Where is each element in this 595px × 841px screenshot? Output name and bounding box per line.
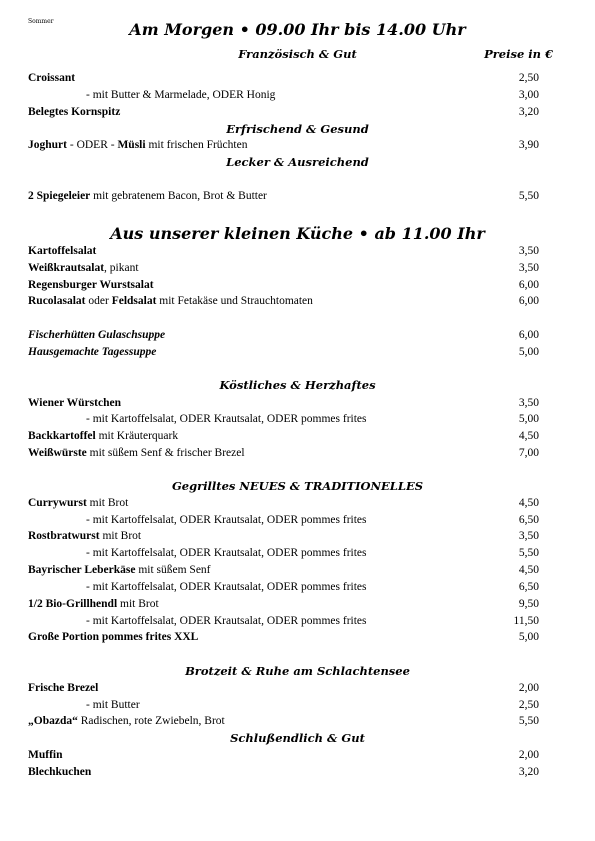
menu-item <box>28 189 539 204</box>
item-name: Rucolasalat <box>28 295 86 307</box>
item-price: 5,00 <box>518 413 539 425</box>
menu-item <box>28 88 539 103</box>
menu-item <box>28 597 539 612</box>
morning-subtitle: Französisch & Gut <box>238 47 357 61</box>
menu-item <box>28 681 539 696</box>
item-description: mit frischen Früchten <box>145 139 248 151</box>
item-description: mit Kräuterquark <box>95 430 179 442</box>
item-price: 11,50 <box>513 615 539 627</box>
menu-item <box>28 580 539 595</box>
season-label: Sommer <box>28 18 54 25</box>
item-price: 5,00 <box>518 346 539 358</box>
item-price: 3,90 <box>518 139 539 151</box>
menu-item <box>28 328 539 343</box>
item-price: 4,50 <box>518 497 539 509</box>
item-price: 6,00 <box>518 295 539 307</box>
item-name: Wiener Würstchen <box>28 397 121 409</box>
item-price: 5,50 <box>518 547 539 559</box>
item-name: Regensburger Wurstsalat <box>28 279 154 291</box>
item-option: - mit Butter & Marmelade, ODER Honig <box>86 89 276 101</box>
menu-item <box>28 105 539 120</box>
item-option: - mit Kartoffelsalat, ODER Krautsalat, ODER pommes frites <box>86 547 367 559</box>
item-price: 3,50 <box>518 397 539 409</box>
menu-item <box>28 396 539 411</box>
item-option: - mit Kartoffelsalat, ODER Krautsalat, ODER pommes frites <box>86 413 367 425</box>
item-name: 2 Spiegeleier <box>28 190 91 202</box>
item-price: 7,00 <box>518 447 539 459</box>
item-description: mit Fetakäse und Strauchtomaten <box>156 295 313 307</box>
menu-item <box>28 513 539 528</box>
item-description: Radischen, rote Zwiebeln, Brot <box>77 715 225 727</box>
item-price: 6,50 <box>518 581 539 593</box>
item-name: Frische Brezel <box>28 682 99 694</box>
item-option: - mit Kartoffelsalat, ODER Krautsalat, ODER pommes frites <box>86 514 367 526</box>
item-price: 3,20 <box>518 766 539 778</box>
subheading-brotzeit: Brotzeit & Ruhe am Schlachtensee <box>185 664 410 678</box>
item-price: 5,50 <box>518 715 539 727</box>
item-price: 6,50 <box>518 514 539 526</box>
item-name: Belegtes Kornspitz <box>28 106 121 118</box>
item-name: Bayrischer Leberkäse <box>28 564 136 576</box>
item-name: Weißwürste <box>28 447 87 459</box>
menu-item <box>28 429 539 444</box>
item-price: 3,50 <box>518 262 539 274</box>
item-description: mit süßem Senf & frischer Brezel <box>86 447 245 459</box>
item-option: - mit Kartoffelsalat, ODER Krautsalat, ODER pommes frites <box>86 615 367 627</box>
item-name: Muffin <box>28 749 63 761</box>
item-name: Kartoffelsalat <box>28 245 97 257</box>
menu-item <box>28 748 539 763</box>
menu-item <box>28 294 539 309</box>
menu-item <box>28 446 539 461</box>
kitchen-title: Aus unserer kleinen Küche • ab 11.00 Ihr <box>110 224 485 243</box>
item-option: - mit Kartoffelsalat, ODER Krautsalat, ODER pommes frites <box>86 581 367 593</box>
item-price: 2,50 <box>518 699 539 711</box>
item-price: 3,00 <box>518 89 539 101</box>
subheading-koestlich: Köstliches & Herzhaftes <box>219 378 376 392</box>
subheading-schluss: Schlußendlich & Gut <box>230 731 365 745</box>
item-price: 5,50 <box>518 190 539 202</box>
item-name: 1/2 Bio-Grillhendl <box>28 598 118 610</box>
item-name: Fischerhütten Gulaschsuppe <box>28 329 166 341</box>
item-price: 6,00 <box>518 279 539 291</box>
item-option: - mit Butter <box>86 699 140 711</box>
item-name: „Obazda“ <box>28 715 78 727</box>
menu-item <box>28 278 539 293</box>
item-price: 4,50 <box>518 430 539 442</box>
menu-item <box>28 496 539 511</box>
item-description: mit Brot <box>86 497 129 509</box>
item-name: Feldsalat <box>111 295 157 307</box>
menu-item <box>28 138 539 153</box>
menu-item <box>28 630 539 645</box>
item-price: 2,00 <box>518 749 539 761</box>
menu-item <box>28 714 539 729</box>
item-name: Weißkrautsalat <box>28 262 105 274</box>
menu-item <box>28 261 539 276</box>
menu-item <box>28 614 539 629</box>
item-description: mit gebratenem Bacon, Brot & Butter <box>90 190 267 202</box>
subheading-erfrischend: Erfrischend & Gesund <box>226 122 369 136</box>
item-price: 9,50 <box>518 598 539 610</box>
subheading-gegrillt: Gegrilltes NEUES & TRADITIONELLES <box>171 479 424 493</box>
subheading-lecker: Lecker & Ausreichend <box>226 155 369 169</box>
item-name: Backkartoffel <box>28 430 96 442</box>
item-price: 3,50 <box>518 530 539 542</box>
menu-item <box>28 345 539 360</box>
item-price: 3,50 <box>518 245 539 257</box>
item-name: Blechkuchen <box>28 766 92 778</box>
menu-item <box>28 546 539 561</box>
menu-item <box>28 765 539 780</box>
item-price: 2,00 <box>518 682 539 694</box>
item-price: 2,50 <box>518 72 539 84</box>
morning-title: Am Morgen • 09.00 Ihr bis 14.00 Uhr <box>129 20 466 39</box>
item-price: 4,50 <box>518 564 539 576</box>
item-name: Große Portion pommes frites XXL <box>28 631 199 643</box>
item-price: 6,00 <box>518 329 539 341</box>
item-price: 5,00 <box>518 631 539 643</box>
item-name: Hausgemachte Tagessuppe <box>28 346 157 358</box>
menu-item <box>28 563 539 578</box>
menu-item <box>28 529 539 544</box>
item-price: 3,20 <box>518 106 539 118</box>
item-name: Currywurst <box>28 497 87 509</box>
item-name: Rostbratwurst <box>28 530 100 542</box>
menu-item <box>28 71 539 86</box>
item-description: mit süßem Senf <box>135 564 211 576</box>
item-connector: - ODER - <box>66 139 118 151</box>
item-description: mit Brot <box>117 598 159 610</box>
item-name: Müsli <box>117 139 146 151</box>
price-header: Preise in € <box>484 47 553 61</box>
item-description: mit Brot <box>99 530 142 542</box>
item-description: , pikant <box>104 262 139 274</box>
menu-item <box>28 244 539 259</box>
item-connector: oder <box>85 295 112 307</box>
item-name: Joghurt <box>28 139 67 151</box>
item-name: Croissant <box>28 72 76 84</box>
menu-item <box>28 412 539 427</box>
menu-item <box>28 698 539 713</box>
